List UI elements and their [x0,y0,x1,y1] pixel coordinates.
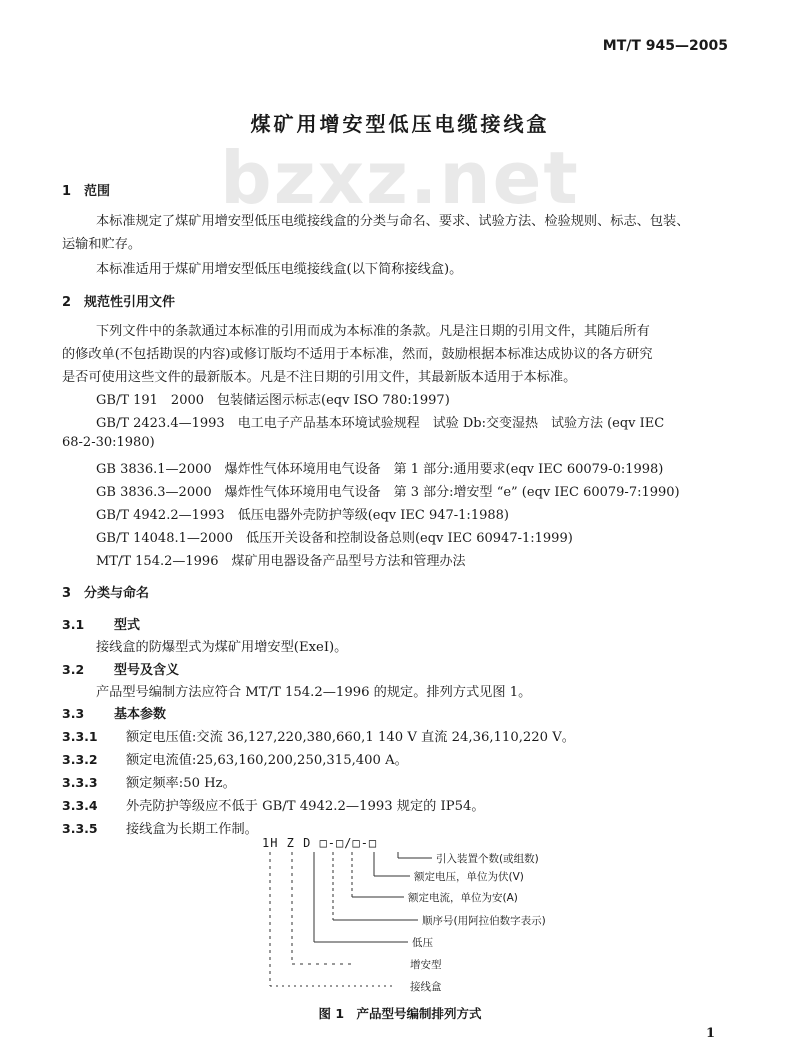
section-3-1-text: 接线盒的防爆型式为煤矿用增安型(ExeI)。 [96,640,348,655]
reference-item: GB/T 191 2000 包装储运图示标志(eqv ISO 780:1997) [96,393,450,408]
diagram-label: 额定电流，单位为安(A) [408,892,518,904]
item-number: 3.3.1 [62,729,98,744]
watermark: bzxz.net [220,136,580,220]
diagram-label: 顺序号(用阿拉伯数字表示) [422,915,546,927]
model-code: 1H Z D □-□/□-□ [262,836,378,850]
item-number: 3.3.2 [62,752,98,767]
standard-number: MT/T 945—2005 [602,38,728,54]
section-2-paragraph-a: 下列文件中的条款通过本标准的引用而成为本标准的条款。凡是注日期的引用文件，其随后所有 [96,324,650,339]
reference-item: GB 3836.3—2000 爆炸性气体环境用电气设备 第 3 部分:增安型 “e” (eqv IEC 60079-7:1990) [96,485,680,500]
item-text: 额定频率:50 Hz。 [126,776,236,791]
figure-caption: 图 1 产品型号编制排列方式 [318,1006,482,1021]
section-number: 3.2 [62,662,85,677]
item-text: 外壳防护等级应不低于 GB/T 4942.2—1993 规定的 IP54。 [126,799,485,814]
diagram-label: 引入装置个数(或组数) [436,853,539,865]
item-number: 3.3.3 [62,775,98,790]
section-3-2-text: 产品型号编制方法应符合 MT/T 154.2—1996 的规定。排列方式见图 1。 [96,685,532,700]
section-1-heading: 1 范围 [62,184,111,199]
item-text: 接线盒为长期工作制。 [126,822,258,837]
item-text: 额定电压值:交流 36,127,220,380,660,1 140 V 直流 24,36,110,220 V。 [126,730,575,745]
section-2-heading: 2 规范性引用文件 [62,295,176,310]
reference-item: MT/T 154.2—1996 煤矿用电器设备产品型号方法和管理办法 [96,554,466,569]
section-2-paragraph-b: 的修改单(不包括勘误的内容)或修订版均不适用于本标准，然而，鼓励根据本标准达成协议的各方研究 [62,347,653,362]
section-1-paragraph-1a: 本标准规定了煤矿用增安型低压电缆接线盒的分类与命名、要求、试验方法、检验规则、标志、包装、 [96,214,690,229]
diagram-label: 接线盒 [410,981,442,993]
reference-item-continuation: 68-2-30:1980) [62,435,155,450]
item-text: 额定电流值:25,63,160,200,250,315,400 A。 [126,753,408,768]
section-3-heading: 3 分类与命名 [62,586,150,601]
diagram-label: 额定电压，单位为伏(V) [414,871,524,883]
item-number: 3.3.5 [62,821,98,836]
reference-item: GB/T 4942.2—1993 低压电器外壳防护等级(eqv IEC 947-1:1988) [96,508,509,523]
section-title: 型式 [114,618,141,633]
section-number: 3.1 [62,617,85,632]
document-title: 煤矿用增安型低压电缆接线盒 [250,112,550,136]
page-number: 1 [705,1026,715,1041]
reference-item: GB/T 14048.1—2000 低压开关设备和控制设备总则(eqv IEC 60947-1:1999) [96,531,573,546]
item-number: 3.3.4 [62,798,98,813]
diagram-label: 低压 [412,937,433,949]
diagram-label: 增安型 [410,959,442,971]
reference-item: GB 3836.1—2000 爆炸性气体环境用电气设备 第 1 部分:通用要求(eqv IEC 60079-0:1998) [96,462,664,477]
reference-item: GB/T 2423.4—1993 电工电子产品基本环境试验规程 试验 Db:交变湿热 试验方法 (eqv IEC [96,416,665,431]
section-number: 3.3 [62,706,85,721]
section-2-paragraph-c: 是否可使用这些文件的最新版本。凡是不注日期的引用文件，其最新版本适用于本标准。 [62,370,577,385]
section-title: 型号及含义 [114,663,180,678]
section-1-paragraph-1b: 运输和贮存。 [62,237,142,252]
section-1-paragraph-2: 本标准适用于煤矿用增安型低压电缆接线盒(以下简称接线盒)。 [96,262,463,277]
section-title: 基本参数 [114,707,167,722]
